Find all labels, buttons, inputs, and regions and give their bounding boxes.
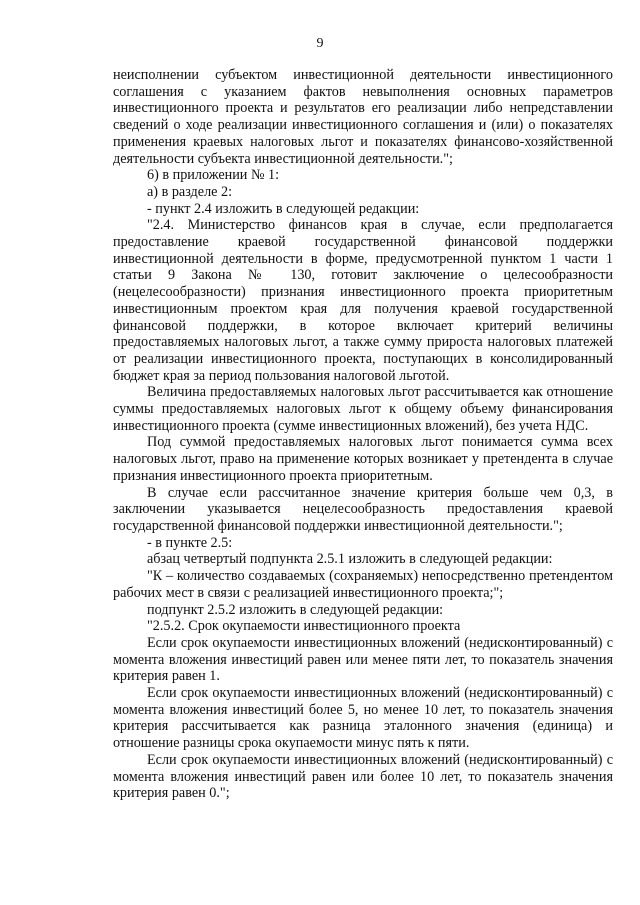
paragraph-benefit-sum: Под суммой предоставляемых налоговых льгот понимается сумма всех налоговых льгот, право на применение которых возникает у претендента в случае признания инвестиционного проекта приоритетным. — [113, 434, 613, 484]
paragraph-point-2-4: "2.4. Министерство финансов края в случае, если предполагается предоставление краевой государственной финансовой поддержки инвестиционной деятельности в форме, предусмотренной пунктом 1 части 1 статьи 9 Закона № 130, готовит заключение о целесообразности (нецелесообразности) признания инвестиционного проекта приоритетным инвестиционным проектом края для получения краевой государственной финансовой поддержки, в которое включает критерий величины предоставляемых налоговых льгот, а также сумму прироста налоговых платежей от реализации инвестиционного проекта, поступающих в консолидированный бюджет края за период пользования налоговой льготой. — [113, 217, 613, 384]
paragraph-payback-5-10: Если срок окупаемости инвестиционных вложений (недисконтированный) с момента вложения инвестиций более 5, но менее 10 лет, то показатель значения критерия рассчитывается как разница эталонного значения (единица) и отношение разницы срока окупаемости минус пять к пяти. — [113, 685, 613, 752]
paragraph-criterion-threshold: В случае если рассчитанное значение критерия больше чем 0,3, в заключении указывается нецелесообразность предоставления краевой государственной финансовой поддержки инвестиционной деятельности."; — [113, 484, 613, 534]
paragraph-payback-10: Если срок окупаемости инвестиционных вложений (недисконтированный) с момента вложения инвестиций равен или более 10 лет, то показатель значения критерия равен 0."; — [113, 751, 613, 802]
paragraph-k-definition: "К – количество создаваемых (сохраняемых) непосредственно претендентом рабочих мест в связи с реализацией инвестиционного проекта;"; — [113, 568, 613, 601]
paragraph-point-2-4-intro: - пункт 2.4 изложить в следующей редакции: — [147, 200, 420, 217]
paragraph-item-a: а) в разделе 2: — [147, 183, 233, 200]
paragraph-payback-5: Если срок окупаемости инвестиционных вложений (недисконтированный) с момента вложения инвестиций равен или менее пяти лет, то показатель значения критерия равен 1. — [113, 634, 613, 685]
document-body — [113, 67, 613, 802]
paragraph-item-6: 6) в приложении № 1: — [147, 167, 280, 184]
paragraph-2-5-2-title: "2.5.2. Срок окупаемости инвестиционного проекта — [147, 618, 461, 635]
paragraph-continuation: неисполнении субъектом инвестиционной деятельности инвестиционного соглашения с указанием фактов невыполнения основных параметров инвестиционного проекта и результатов его реализации либо непредставлении сведений о ходе реализации инвестиционного соглашения и (или) о показателях применения краевых налоговых льгот и показателях финансово-хозяйственной деятельности субъекта инвестиционной деятельности."; — [113, 67, 613, 167]
paragraph-2-5-1-intro: абзац четвертый подпункта 2.5.1 изложить в следующей редакции: — [147, 551, 553, 568]
paragraph-benefit-value: Величина предоставляемых налоговых льгот рассчитывается как отношение суммы предоставляемых налоговых льгот к общему объему финансирования инвестиционного проекта (сумме инвестиционных вложений), без учета НДС. — [113, 384, 613, 434]
page-number: 9 — [316, 36, 324, 51]
paragraph-point-2-5-intro: - в пункте 2.5: — [147, 534, 233, 551]
paragraph-2-5-2-intro: подпункт 2.5.2 изложить в следующей редакции: — [147, 601, 444, 618]
